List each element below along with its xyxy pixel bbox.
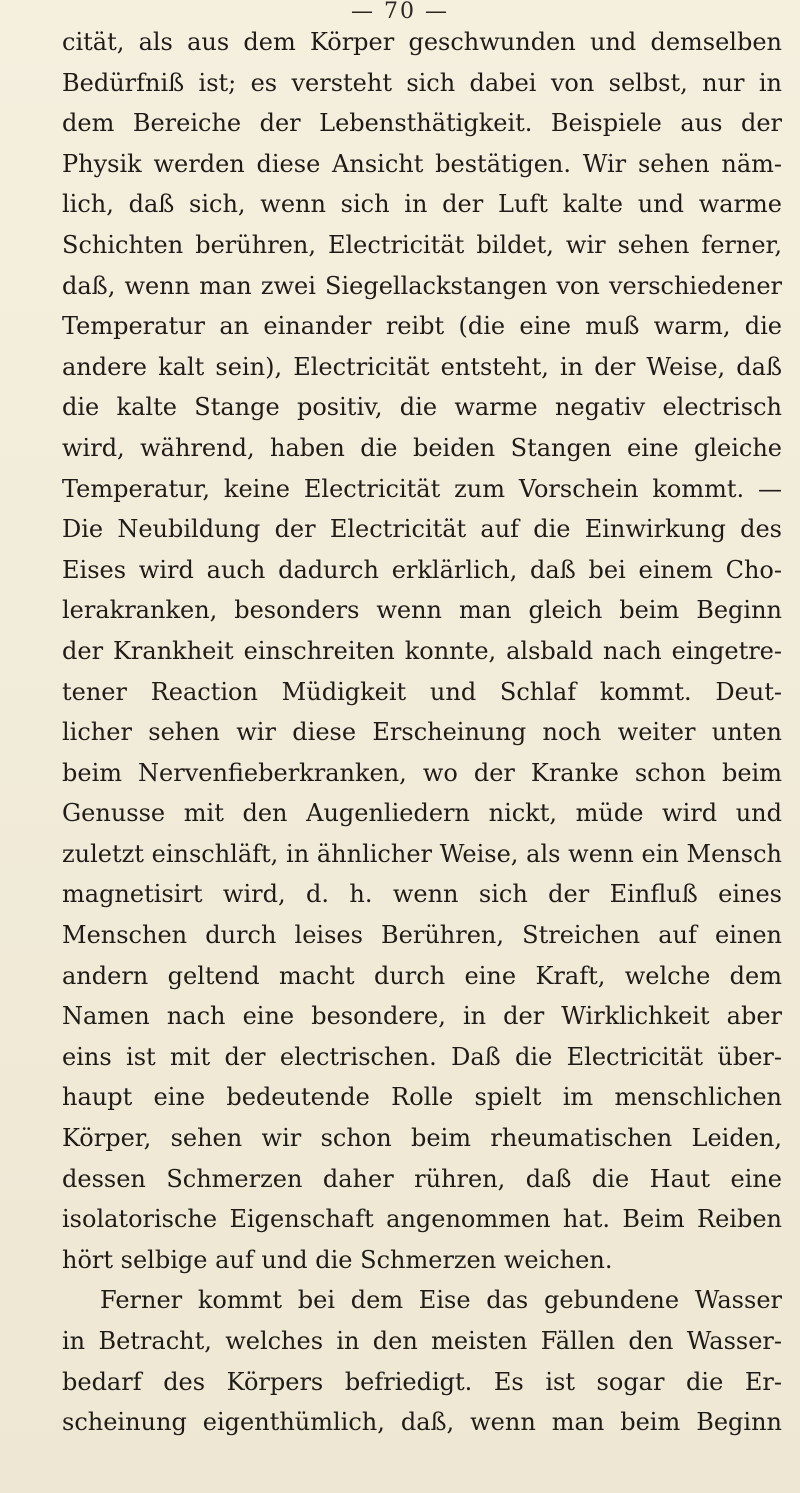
text-line: Temperatur an einander reibt (die eine muß warm, die [62, 312, 782, 341]
text-line: Bedürfniß ist; es versteht sich dabei von selbst, nur in [62, 68, 782, 97]
text-line: die kalte Stange positiv, die warme negativ electrisch [62, 393, 782, 422]
text-line: Eises wird auch dadurch erklärlich, daß bei einem Cho- [62, 555, 782, 584]
text-line-paragraph-start: Ferner kommt bei dem Eise das gebundene Wasser [100, 1286, 782, 1315]
text-line-paragraph-end: hört selbige auf und die Schmerzen weichen. [62, 1245, 613, 1274]
text-line: lerakranken, besonders wenn man gleich beim Beginn [62, 596, 782, 625]
text-line: Namen nach eine besondere, in der Wirklichkeit aber [62, 1002, 782, 1031]
text-line: Die Neubildung der Electricität auf die Einwirkung des [62, 515, 782, 544]
text-line: bedarf des Körpers befriedigt. Es ist sogar die Er- [62, 1367, 782, 1396]
text-line: daß, wenn man zwei Siegellackstangen von verschiedener [62, 271, 782, 300]
text-line: Schichten berühren, Electricität bildet, wir sehen ferner, [62, 230, 782, 259]
text-line: Genusse mit den Augenliedern nickt, müde wird und [62, 799, 782, 828]
text-line: dessen Schmerzen daher rühren, daß die Haut eine [62, 1164, 782, 1193]
text-line: cität, als aus dem Körper geschwunden und demselben [62, 28, 782, 56]
text-line: Menschen durch leises Berühren, Streichen auf einen [62, 921, 782, 950]
text-line: Körper, sehen wir schon beim rheumatischen Leiden, [62, 1124, 782, 1153]
text-line: zuletzt einschläft, in ähnlicher Weise, als wenn ein Mensch [62, 839, 782, 868]
text-line: dem Bereiche der Lebensthätigkeit. Beispiele aus der [62, 109, 782, 138]
text-line: Physik werden diese Ansicht bestätigen. Wir sehen näm- [62, 149, 782, 178]
text-line: andere kalt sein), Electricität entsteht, in der Weise, daß [62, 352, 782, 381]
text-line: eins ist mit der electrischen. Daß die Electricität über- [62, 1042, 782, 1071]
text-line: scheinung eigenthümlich, daß, wenn man beim Beginn [62, 1408, 782, 1437]
text-line: magnetisirt wird, d. h. wenn sich der Einfluß eines [62, 880, 782, 909]
text-line: in Betracht, welches in den meisten Fällen den Wasser- [62, 1327, 782, 1355]
text-line: wird, während, haben die beiden Stangen eine gleiche [62, 433, 782, 462]
text-line: Temperatur, keine Electricität zum Vorschein kommt. — [62, 474, 782, 503]
text-line: haupt eine bedeutende Rolle spielt im menschlichen [62, 1083, 782, 1112]
text-line: licher sehen wir diese Erscheinung noch weiter unten [62, 718, 782, 747]
text-line: lich, daß sich, wenn sich in der Luft kalte und warme [62, 190, 782, 219]
page-number-header: — 70 — [351, 0, 449, 24]
body-text [62, 22, 782, 1443]
text-line: isolatorische Eigenschaft angenommen hat. Beim Reiben [62, 1205, 782, 1234]
text-line: andern geltend macht durch eine Kraft, welche dem [62, 961, 782, 990]
text-line: beim Nervenfieberkranken, wo der Kranke schon beim [62, 758, 782, 787]
text-line: tener Reaction Müdigkeit und Schlaf kommt. Deut- [62, 677, 782, 706]
text-line: der Krankheit einschreiten konnte, alsbald nach eingetre- [62, 636, 782, 665]
